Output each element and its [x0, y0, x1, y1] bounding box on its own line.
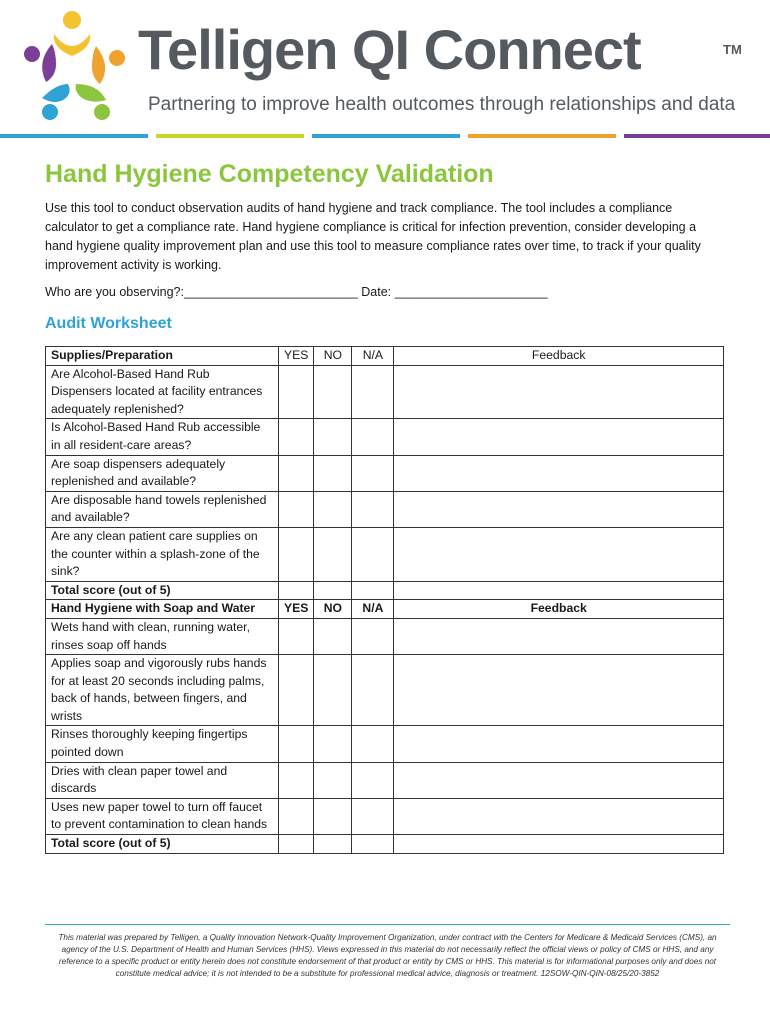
no-cell[interactable]: [314, 419, 352, 455]
audit-worksheet-heading: Audit Worksheet: [45, 315, 172, 332]
na-cell[interactable]: [352, 655, 394, 726]
no-cell[interactable]: [314, 491, 352, 527]
question-text: Uses new paper towel to turn off faucet to prevent contamination to clean hands: [46, 798, 279, 834]
yes-cell[interactable]: [279, 655, 314, 726]
table-row: [46, 419, 724, 455]
brand-name: Telligen QI Connect: [138, 18, 641, 81]
column-header-no: NO: [314, 347, 352, 366]
yes-cell[interactable]: [279, 726, 314, 762]
header-stripe: [156, 134, 304, 138]
feedback-cell[interactable]: [394, 455, 724, 491]
column-header-yes: YES: [279, 347, 314, 366]
yes-total-cell[interactable]: [279, 581, 314, 600]
telligen-logo-icon: [22, 8, 132, 123]
yes-cell[interactable]: [279, 491, 314, 527]
question-text: Are any clean patient care supplies on the counter within a splash-zone of the sink?: [46, 527, 279, 581]
feedback-cell[interactable]: [394, 527, 724, 581]
header-stripe: [624, 134, 770, 138]
intro-paragraph: Use this tool to conduct observation audits of hand hygiene and track compliance. The tool includes a compliance calculator to get a compliance rate. Hand hygiene compliance is critical for infection prevention, consider developing a hand hygiene quality improvement plan and use this tool to measure compliance rates over time, to track if your quality improvement activity is working.: [45, 201, 701, 272]
yes-cell[interactable]: [279, 618, 314, 654]
no-cell[interactable]: [314, 798, 352, 834]
feedback-cell[interactable]: [394, 365, 724, 419]
table-row: [46, 491, 724, 527]
header-stripe: [0, 134, 148, 138]
yes-cell[interactable]: [279, 527, 314, 581]
observation-info-line: [45, 285, 548, 299]
yes-cell[interactable]: [279, 762, 314, 798]
document-code: 12SOW-QIN-QIN-08/25/20-3852: [540, 969, 660, 978]
footer-disclaimer: [45, 932, 730, 980]
date-field[interactable]: ______________________: [394, 285, 548, 299]
table-row: [46, 762, 724, 798]
question-text: Are Alcohol-Based Hand Rub Dispensers located at facility entrances adequately replenished?: [46, 365, 279, 419]
table-row: [46, 455, 724, 491]
date-label: Date:: [361, 285, 392, 299]
footer-divider: [45, 924, 730, 925]
yes-cell[interactable]: [279, 798, 314, 834]
na-total-cell[interactable]: [352, 581, 394, 600]
column-header-no: NO: [314, 600, 352, 619]
no-cell[interactable]: [314, 655, 352, 726]
page-title: Hand Hygiene Competency Validation: [45, 160, 494, 188]
table-row: [46, 798, 724, 834]
question-text: Applies soap and vigorously rubs hands for at least 20 seconds including palms, back of hands, between fingers, and wrists: [46, 655, 279, 726]
na-cell[interactable]: [352, 527, 394, 581]
na-cell[interactable]: [352, 618, 394, 654]
column-header-feedback: Feedback: [394, 347, 724, 366]
disclaimer-text: This material was prepared by Telligen, a Quality Innovation Network-Quality Improvement Organization, under contract with the Centers for Medicare & Medicaid Services (CMS), an agency of the U.S. Department of Health and Human Services (HHS). Views expressed in this material do not necessarily reflect the official views or policy of CMS or HHS, and any reference to a specific product or entity herein does not constitute endorsement of that product or entity by CMS or HHS. This material is for informational purposes only and does not constitute medical advice; it is not intended to be a substitute for professional medical advice, diagnosis or treatment.: [58, 933, 717, 978]
column-header-na: N/A: [352, 600, 394, 619]
feedback-cell[interactable]: [394, 655, 724, 726]
yes-total-cell[interactable]: [279, 835, 314, 854]
na-cell[interactable]: [352, 491, 394, 527]
no-cell[interactable]: [314, 726, 352, 762]
table-row: [46, 726, 724, 762]
feedback-cell[interactable]: [394, 491, 724, 527]
table-header-row: [46, 347, 724, 366]
no-cell[interactable]: [314, 618, 352, 654]
no-cell[interactable]: [314, 365, 352, 419]
question-text: Wets hand with clean, running water, rinses soap off hands: [46, 618, 279, 654]
na-cell[interactable]: [352, 419, 394, 455]
total-score-label: Total score (out of 5): [46, 835, 279, 854]
na-cell[interactable]: [352, 726, 394, 762]
yes-cell[interactable]: [279, 419, 314, 455]
feedback-total-cell[interactable]: [394, 581, 724, 600]
no-cell[interactable]: [314, 455, 352, 491]
feedback-total-cell[interactable]: [394, 835, 724, 854]
feedback-cell[interactable]: [394, 762, 724, 798]
question-text: Is Alcohol-Based Hand Rub accessible in all resident-care areas?: [46, 419, 279, 455]
table-row: [46, 527, 724, 581]
column-header-na: N/A: [352, 347, 394, 366]
column-header-yes: YES: [279, 600, 314, 619]
question-text: Are soap dispensers adequately replenished and available?: [46, 455, 279, 491]
table-row: [46, 618, 724, 654]
yes-cell[interactable]: [279, 455, 314, 491]
na-cell[interactable]: [352, 455, 394, 491]
page-header: [0, 0, 770, 150]
no-cell[interactable]: [314, 527, 352, 581]
header-stripe: [312, 134, 460, 138]
feedback-cell[interactable]: [394, 798, 724, 834]
question-text: Dries with clean paper towel and discards: [46, 762, 279, 798]
table-row: [46, 365, 724, 419]
table-header-row: [46, 600, 724, 619]
observing-label: Who are you observing?:: [45, 285, 184, 299]
no-total-cell[interactable]: [314, 835, 352, 854]
no-cell[interactable]: [314, 762, 352, 798]
feedback-cell[interactable]: [394, 726, 724, 762]
total-score-row: [46, 835, 724, 854]
na-cell[interactable]: [352, 798, 394, 834]
feedback-cell[interactable]: [394, 618, 724, 654]
table-row: [46, 655, 724, 726]
trademark-mark: TM: [723, 42, 742, 57]
audit-worksheet-table: [45, 346, 724, 854]
total-score-row: [46, 581, 724, 600]
total-score-label: Total score (out of 5): [46, 581, 279, 600]
no-total-cell[interactable]: [314, 581, 352, 600]
na-total-cell[interactable]: [352, 835, 394, 854]
observing-field[interactable]: _________________________: [183, 285, 358, 299]
column-header-feedback: Feedback: [394, 600, 724, 619]
na-cell[interactable]: [352, 365, 394, 419]
na-cell[interactable]: [352, 762, 394, 798]
header-stripe: [468, 134, 616, 138]
yes-cell[interactable]: [279, 365, 314, 419]
question-text: Are disposable hand towels replenished and available?: [46, 491, 279, 527]
section-heading: Supplies/Preparation: [46, 347, 279, 366]
section-heading: Hand Hygiene with Soap and Water: [46, 600, 279, 619]
feedback-cell[interactable]: [394, 419, 724, 455]
question-text: Rinses thoroughly keeping fingertips pointed down: [46, 726, 279, 762]
brand-tagline: Partnering to improve health outcomes through relationships and data: [148, 94, 736, 115]
